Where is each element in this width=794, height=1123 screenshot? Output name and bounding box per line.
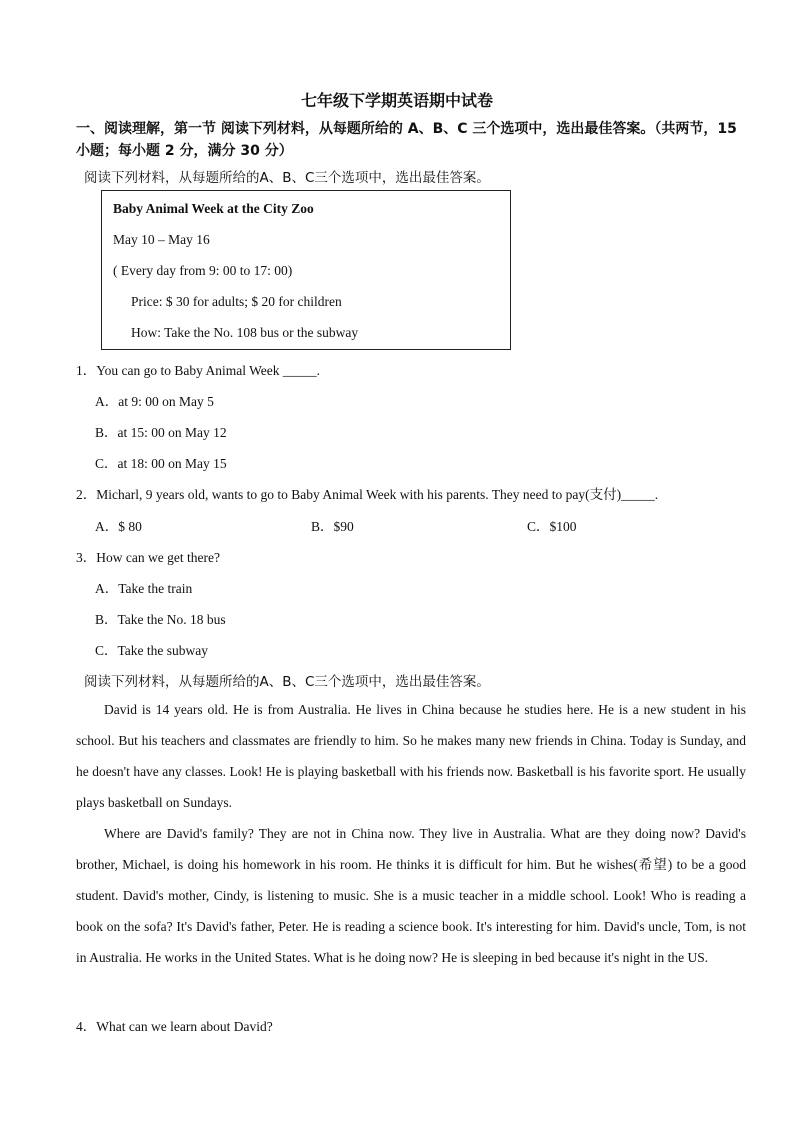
question-3: 3．How can we get there? <box>76 550 220 565</box>
page-title: 七年级下学期英语期中试卷 <box>300 91 493 110</box>
question-1-option-a[interactable]: A．at 9: 00 on May 5 <box>95 394 214 409</box>
reading-instruction-1: 阅读下列材料，从每题所给的A、B、C三个选项中，选出最佳答案。 <box>84 170 490 186</box>
reading-instruction-2: 阅读下列材料，从每题所给的A、B、C三个选项中，选出最佳答案。 <box>84 674 490 690</box>
passage-paragraph-1: David is 14 years old. He is from Australia. He lives in China because he studies here. He is a new student in his school. But his teachers and classmates are friendly to him. So he makes many new friends in China. Today is Sunday, and he doesn't have any classes. Look! He is playing basketball with his friends now. Basketball is his favorite sport. He usually plays basketball on Sundays. <box>76 702 746 810</box>
question-1: 1．You can go to Baby Animal Week _____. <box>76 363 321 378</box>
question-3-option-c[interactable]: C．Take the subway <box>95 643 209 658</box>
question-3-option-a[interactable]: A．Take the train <box>95 581 193 596</box>
question-2-option-a[interactable]: A．$ 80 <box>95 519 142 534</box>
notice-how: How: Take the No. 108 bus or the subway <box>131 325 359 340</box>
notice-price: Price: $ 30 for adults; $ 20 for children <box>131 294 342 309</box>
question-1-option-c[interactable]: C．at 18: 00 on May 15 <box>95 456 227 471</box>
passage-paragraph-2: Where are David's family? They are not in China now. They live in Australia. What are they doing now? David's brother, Michael, is doing his homework in his room. He thinks it is difficult for him. But he wishes(希望) to be a good student. David's mother, Cindy, is listening to music. She is a music teacher in a middle school. Look! Who is reading a book on the sofa? It's David's father, Peter. He is reading a science book. It's interesting for him. David's uncle, Tom, is not in Australia. He works in the United States. What is he doing now? He is sleeping in bed because it's night in the US. <box>76 826 746 965</box>
notice-box <box>101 190 511 350</box>
question-2: 2．Micharl, 9 years old, wants to go to Baby Animal Week with his parents. They need to pay(支付)_____. <box>76 487 659 502</box>
question-1-option-b[interactable]: B．at 15: 00 on May 12 <box>95 425 227 440</box>
reading-passage <box>76 694 746 973</box>
question-2-option-b[interactable]: B．$90 <box>311 519 354 534</box>
question-4: 4．What can we learn about David? <box>76 1019 273 1034</box>
question-2-option-c[interactable]: C．$100 <box>527 519 577 534</box>
section-heading: 一、阅读理解，第一节 阅读下列材料，从每题所给的 A、B、C 三个选项中，选出最佳答案。（共两节，15 小题；每小题 2 分，满分 30 分） <box>76 121 737 159</box>
notice-title: Baby Animal Week at the City Zoo <box>113 201 314 216</box>
question-3-option-b[interactable]: B．Take the No. 18 bus <box>95 612 226 627</box>
notice-dates: May 10 – May 16 <box>113 232 210 247</box>
notice-hours: ( Every day from 9: 00 to 17: 00) <box>113 263 293 278</box>
